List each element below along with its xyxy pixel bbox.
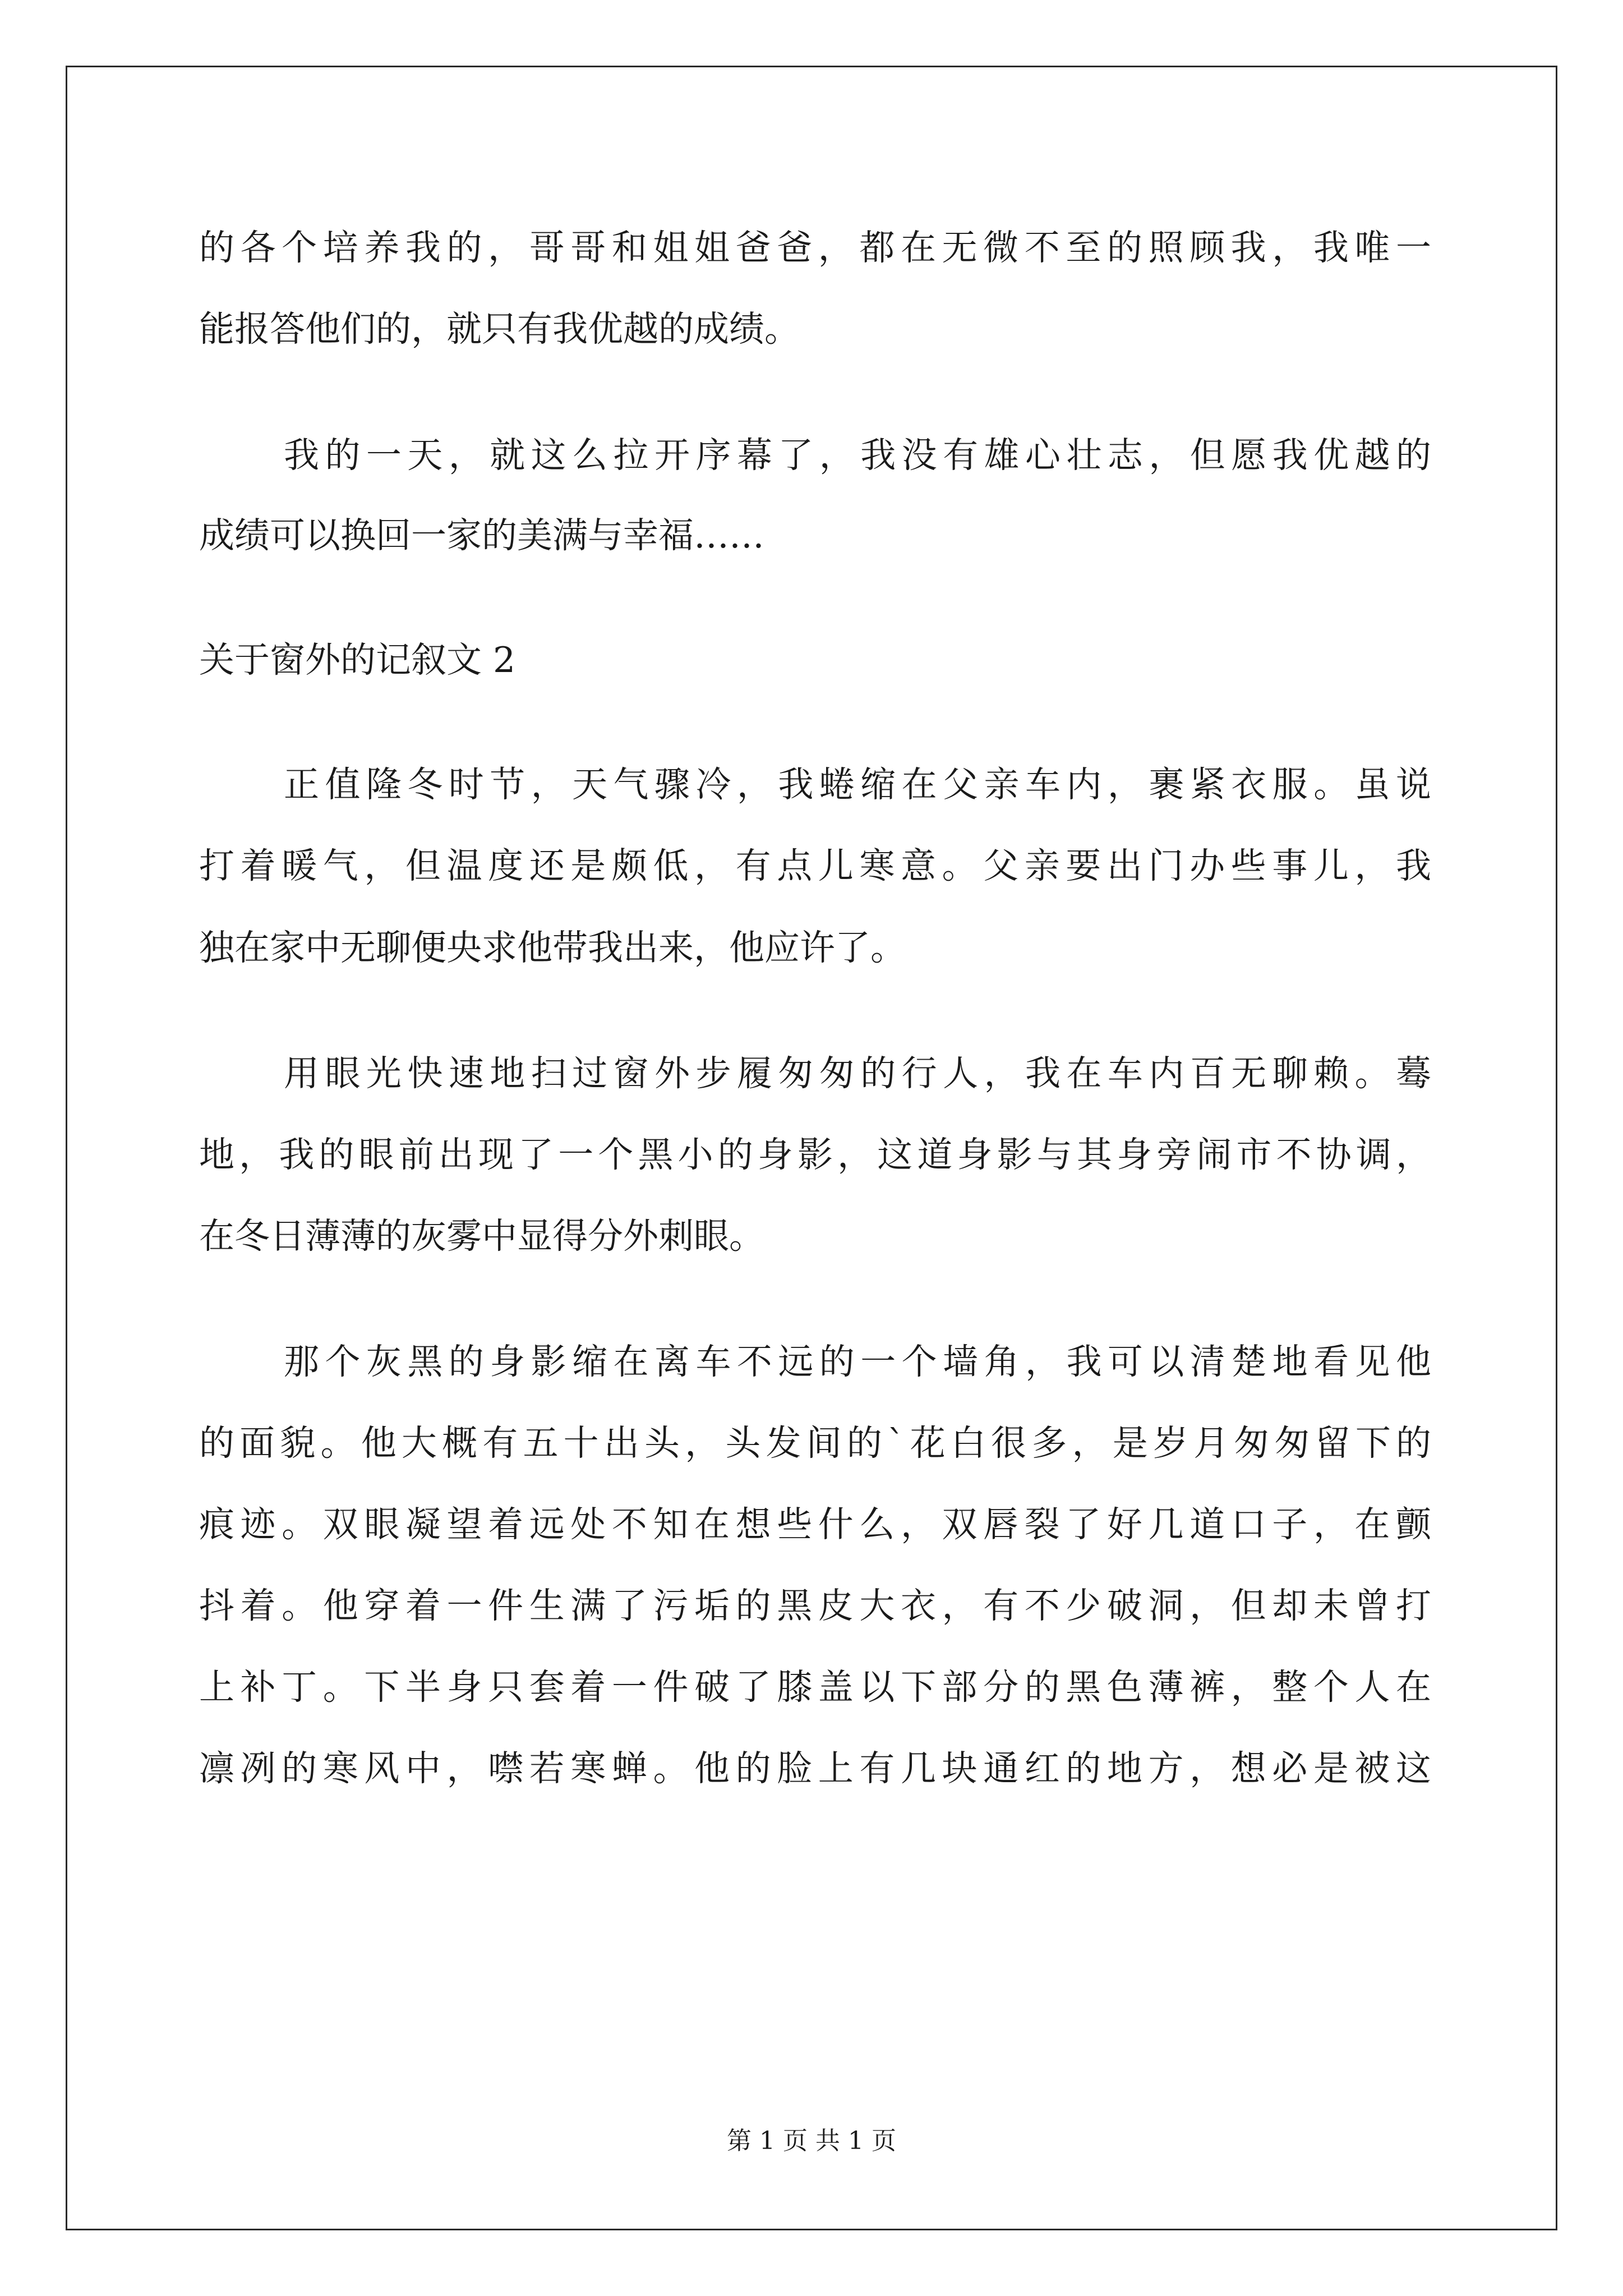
- text-line: 的各个培养我的，哥哥和姐姐爸爸，都在无微不至的照顾我，我唯一: [199, 227, 1437, 268]
- text-line: 的面貌。他大概有五十出头，头发间的`花白很多，是岁月匆匆留下的: [199, 1423, 1437, 1464]
- text-line: 成绩可以换回一家的美满与幸福……: [199, 515, 764, 556]
- text-line: 能报答他们的，就只有我优越的成绩。: [199, 309, 800, 349]
- page-footer: 第 1 页 共 1 页: [727, 2127, 896, 2155]
- text-line: 上补丁。下半身只套着一件破了膝盖以下部分的黑色薄裤，整个人在: [199, 1667, 1437, 1708]
- text-line: 用眼光快速地扫过窗外步履匆匆的行人，我在车内百无聊赖。蓦: [284, 1053, 1437, 1094]
- text-line: 正值隆冬时节，天气骤冷，我蜷缩在父亲车内，裹紧衣服。虽说: [284, 764, 1437, 805]
- text-line: 打着暖气，但温度还是颇低，有点儿寒意。父亲要出门办些事儿，我: [199, 845, 1437, 886]
- section-heading: 关于窗外的记叙文 2: [199, 639, 516, 680]
- text-line: 抖着。他穿着一件生满了污垢的黑皮大衣，有不少破洞，但却未曾打: [199, 1585, 1437, 1626]
- text-line: 凛冽的寒风中，噤若寒蝉。他的脸上有几块通红的地方，想必是被这: [199, 1748, 1437, 1789]
- text-line: 在冬日薄薄的灰雾中显得分外刺眼。: [199, 1216, 764, 1257]
- text-line: 我的一天，就这么拉开序幕了，我没有雄心壮志，但愿我优越的: [284, 435, 1437, 476]
- text-line: 地，我的眼前出现了一个黑小的身影，这道身影与其身旁闹市不协调，: [199, 1134, 1436, 1175]
- text-line: 独在家中无聊便央求他带我出来，他应许了。: [199, 927, 906, 968]
- text-line: 痕迹。双眼凝望着远处不知在想些什么，双唇裂了好几道口子，在颤: [199, 1504, 1437, 1545]
- text-line: 那个灰黑的身影缩在离车不远的一个墙角，我可以清楚地看见他: [284, 1341, 1437, 1382]
